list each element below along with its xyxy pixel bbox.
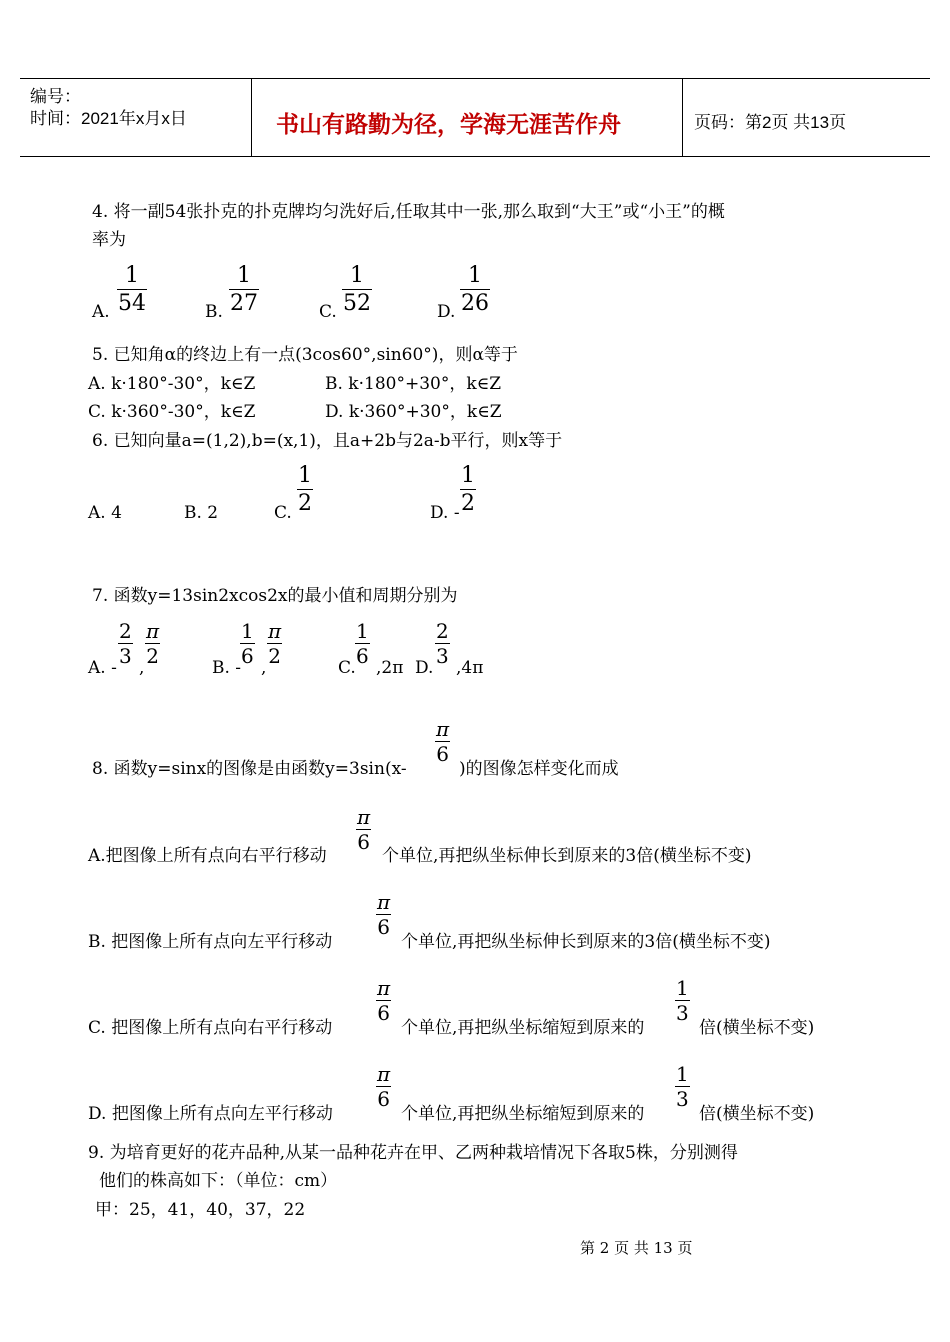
q7-option-b-comma: , (261, 658, 267, 678)
q7-option-a-comma: , (139, 658, 145, 678)
q8-option-a-post: 个单位,再把纵坐标伸长到原来的3倍(横坐标不变) (382, 846, 752, 866)
q4-option-a-label: A. (92, 302, 110, 322)
q7-option-d-fraction: $\frac{2}{3}$ (436, 619, 449, 668)
q7-stem: 7. 函数y=13sin2xcos2x的最小值和周期分别为 (92, 586, 458, 606)
q8-option-c-third-fraction: $\frac{1}{3}$ (676, 976, 689, 1025)
q8-option-d-pre: D. 把图像上所有点向左平行移动 (88, 1104, 333, 1124)
q7-option-c-label: C. (338, 658, 356, 678)
q5-option-a: A. k·180°-30°，k∈Z (88, 374, 256, 394)
header-divider-right (682, 78, 683, 157)
q9-data-jia: 甲：25，41，40，37，22 (95, 1200, 306, 1220)
header-bottom-rule (20, 156, 930, 157)
q8-option-d-third-fraction: $\frac{1}{3}$ (676, 1062, 689, 1111)
q8-option-c-mid: 个单位,再把纵坐标缩短到原来的 (401, 1018, 645, 1038)
q6-option-c-fraction: $\frac{1}{2}$ (298, 463, 312, 516)
q8-stem-post: )的图像怎样变化而成 (459, 759, 619, 779)
q7-option-b-fraction2: $\frac{\pi}{2}$ (268, 619, 282, 668)
q4-option-c-label: C. (319, 302, 337, 322)
motto: 书山有路勤为径，学海无涯苦作舟 (276, 112, 621, 138)
q6-stem: 6. 已知向量a=(1,2),b=(x,1)，且a+2b与2a-b平行，则x等于 (92, 431, 563, 451)
q5-option-d: D. k·360°+30°，k∈Z (325, 402, 502, 422)
q6-option-b: B. 2 (184, 503, 219, 523)
q7-option-a-fraction1: $\frac{2}{3}$ (119, 619, 132, 668)
q4-option-c-fraction: $\frac{1}{52}$ (343, 263, 371, 316)
q7-option-c-tail: ,2π (376, 658, 404, 678)
q6-option-d-label: D. - (430, 503, 460, 523)
q9-stem-line2: 他们的株高如下：（单位：cm） (99, 1171, 338, 1191)
q8-option-c-post: 倍(横坐标不变) (699, 1018, 815, 1038)
q5-option-c: C. k·360°-30°，k∈Z (88, 402, 256, 422)
q4-option-d-fraction: $\frac{1}{26}$ (461, 263, 489, 316)
q4-stem-line2: 率为 (92, 230, 126, 250)
q4-stem-line1: 4. 将一副54张扑克的扑克牌均匀洗好后,任取其中一张,那么取到“大王”或“小王”的概 (92, 202, 725, 222)
q7-option-d-tail: ,4π (456, 658, 484, 678)
q8-option-d-mid: 个单位,再把纵坐标缩短到原来的 (401, 1104, 645, 1124)
header-top-rule (20, 78, 930, 79)
q7-option-b-label: B. - (212, 658, 242, 678)
q8-option-b-pre: B. 把图像上所有点向左平行移动 (88, 932, 333, 952)
header-divider-left (251, 78, 252, 157)
q4-option-a-fraction: $\frac{1}{54}$ (118, 263, 146, 316)
q9-stem-line1: 9. 为培育更好的花卉品种,从某一品种花卉在甲、乙两种栽培情况下各取5株，分别测得 (88, 1143, 738, 1163)
footer-page-number: 第 2 页 共 13 页 (580, 1239, 693, 1257)
q7-option-d-label: D. (415, 658, 434, 678)
q8-option-b-fraction: $\frac{\pi}{6}$ (377, 890, 391, 939)
page-code: 页码：第2页 共13页 (694, 113, 847, 132)
q6-option-a: A. 4 (88, 503, 122, 523)
q8-option-d-fraction: $\frac{\pi}{6}$ (377, 1062, 391, 1111)
q4-option-b-label: B. (205, 302, 223, 322)
time-label: 时间：2021年x月x日 (30, 109, 187, 128)
q4-option-d-label: D. (437, 302, 456, 322)
q8-option-a-pre: A.把图像上所有点向右平行移动 (88, 846, 327, 866)
serial-label: 编号： (30, 87, 81, 106)
q8-option-d-post: 倍(横坐标不变) (699, 1104, 815, 1124)
q7-option-a-label: A. - (88, 658, 117, 678)
q8-option-c-fraction: $\frac{\pi}{6}$ (377, 976, 391, 1025)
q7-option-b-fraction1: $\frac{1}{6}$ (241, 619, 254, 668)
q5-stem: 5. 已知角α的终边上有一点(3cos60°,sin60°)，则α等于 (92, 345, 518, 365)
q4-option-b-fraction: $\frac{1}{27}$ (230, 263, 258, 316)
q7-option-c-fraction: $\frac{1}{6}$ (356, 619, 369, 668)
q7-option-a-fraction2: $\frac{\pi}{2}$ (146, 619, 160, 668)
q8-stem-fraction: $\frac{\pi}{6}$ (436, 717, 450, 766)
q6-option-c-label: C. (274, 503, 292, 523)
q8-option-c-pre: C. 把图像上所有点向右平行移动 (88, 1018, 333, 1038)
q6-option-d-fraction: $\frac{1}{2}$ (461, 463, 475, 516)
q5-option-b: B. k·180°+30°，k∈Z (325, 374, 502, 394)
q8-option-a-fraction: $\frac{\pi}{6}$ (357, 805, 371, 854)
q8-option-b-post: 个单位,再把纵坐标伸长到原来的3倍(横坐标不变) (401, 932, 771, 952)
q8-stem-pre: 8. 函数y=sinx的图像是由函数y=3sin(x- (92, 759, 407, 779)
